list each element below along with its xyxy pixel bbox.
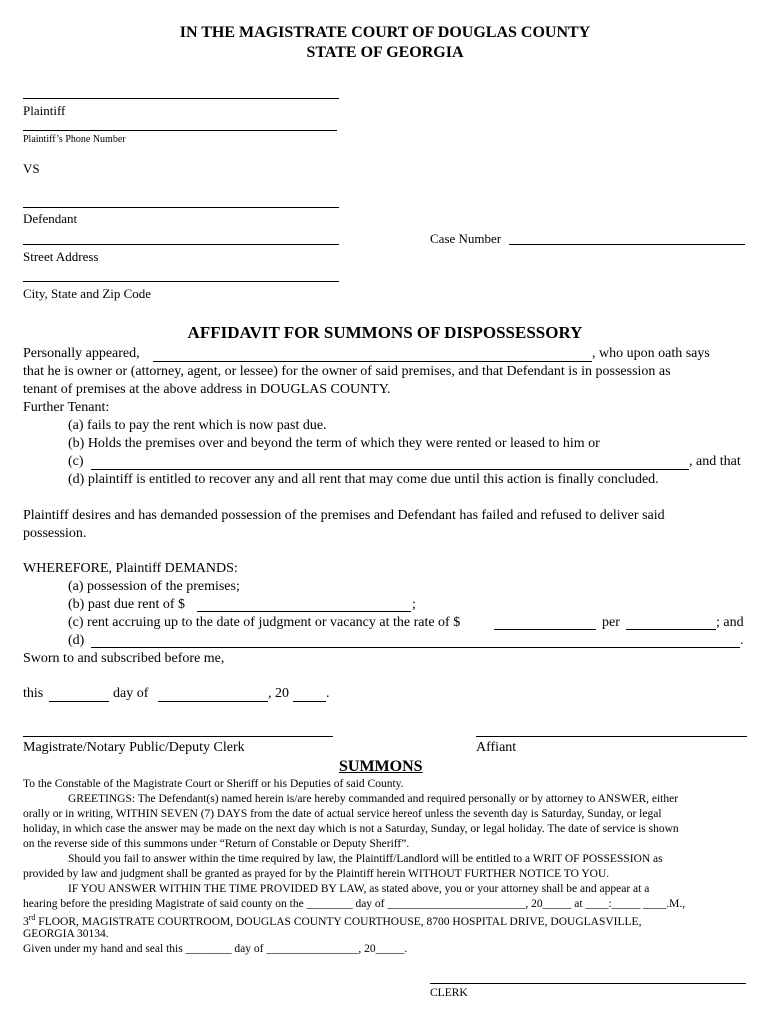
demand-text-1: Plaintiff desires and has demanded possession of the premises and Defendant has failed and refused to deliver said [23, 508, 665, 523]
floor-suffix: rd [28, 913, 36, 922]
clerk-label: CLERK [430, 987, 468, 999]
demand-d-label: (d) [68, 633, 85, 648]
case-number-line[interactable] [509, 244, 745, 245]
oath-says: , who upon oath says [592, 346, 710, 361]
plaintiff-label: Plaintiff [23, 103, 66, 118]
owner-text: that he is owner or (attorney, agent, or lessee) for the owner of said premises, and that Defendant is in possession as [23, 364, 671, 379]
summons-line-4: holiday, in which case the answer may be made on the next day which is not a Saturday, Sunday, or legal holiday. The date of service is shown [23, 823, 679, 835]
demand-c: (c) rent accruing up to the date of judgment or vacancy at the rate of $ [68, 615, 461, 630]
case-number-label: Case Number [430, 231, 502, 246]
affidavit-title: AFFIDAVIT FOR SUMMONS OF DISPOSSESSORY [187, 323, 583, 342]
item-a: (a) fails to pay the rent which is now past due. [68, 418, 327, 433]
courthouse-address: FLOOR, MAGISTRATE COURTROOM, DOUGLAS COUNTY COURTHOUSE, 8700 HOSPITAL DRIVE, DOUGLASVILLE, [35, 915, 642, 928]
summons-line-10 [23, 913, 641, 928]
summons-line-8: IF YOU ANSWER WITHIN THE TIME PROVIDED BY LAW, as stated above, you or your attorney shall be and appear at a [68, 883, 650, 895]
summons-line-9: hearing before the presiding Magistrate of said county on the ________ day of ________________________, 20_____ at ____:_____ ____.M., [23, 898, 686, 910]
summons-line-2: GREETINGS: The Defendant(s) named herein is/are hereby commanded and required personally or by attorney to ANSWER, either [68, 793, 679, 805]
summons-line-11: GEORGIA 30134. [23, 928, 109, 940]
summons-line-6: Should you fail to answer within the time required by law, the Plaintiff/Landlord will be entitled to a WRIT OF POSSESSION as [68, 853, 663, 865]
summons-line-5: on the reverse side of this summons under “Return of Constable or Deputy Sheriff”. [23, 838, 410, 850]
demand-b: (b) past due rent of $ [68, 597, 186, 612]
sworn-day-line[interactable] [49, 701, 109, 702]
summons-line-1: To the Constable of the Magistrate Court or Sheriff or his Deputies of said County. [23, 778, 404, 790]
city-label: City, State and Zip Code [23, 286, 152, 301]
summons-line-3: orally or in writing, WITHIN SEVEN (7) DAYS from the date of actual service hereof unless the seventh day is Saturday, Sunday, or legal [23, 808, 662, 820]
demand-d-line[interactable] [91, 647, 740, 648]
clerk-signature-line[interactable] [430, 983, 746, 984]
street-line[interactable] [23, 244, 339, 245]
court-title: IN THE MAGISTRATE COURT OF DOUGLAS COUNTY [179, 24, 591, 41]
city-line[interactable] [23, 281, 339, 282]
magistrate-label: Magistrate/Notary Public/Deputy Clerk [23, 740, 245, 755]
demand-a: (a) possession of the premises; [68, 579, 240, 594]
wherefore-heading: WHEREFORE, Plaintiff DEMANDS: [23, 561, 238, 576]
plaintiff-line[interactable] [23, 98, 339, 99]
year-prefix: , 20 [268, 686, 289, 701]
item-d: (d) plaintiff is entitled to recover any and all rent that may come due until this action is finally concluded. [68, 472, 659, 487]
summons-title: SUMMONS [339, 758, 423, 775]
rent-period-line[interactable] [626, 629, 716, 630]
item-c-label: (c) [68, 454, 84, 469]
day-of-label: day of [113, 686, 149, 701]
demand-b-end: ; [412, 597, 416, 612]
this-label: this [23, 686, 44, 701]
demand-c-per: per [602, 615, 620, 630]
item-c-end: , and that [689, 454, 741, 469]
defendant-label: Defendant [23, 211, 78, 226]
demand-d-end: . [740, 633, 744, 648]
personally-appeared: Personally appeared, [23, 346, 140, 361]
affiant-signature-line[interactable] [476, 736, 747, 737]
demand-c-end: ; and [716, 615, 744, 630]
item-b: (b) Holds the premises over and beyond the term of which they were rented or leased to him or [68, 436, 600, 451]
affiant-label: Affiant [476, 740, 517, 755]
floor-number: 3 [23, 915, 29, 928]
appeared-name-line[interactable] [153, 361, 592, 362]
item-c-line[interactable] [91, 469, 689, 470]
demand-text-2: possession. [23, 526, 87, 541]
summons-line-12: Given under my hand and seal this ________ day of ________________, 20_____. [23, 943, 408, 955]
vs-label: VS [23, 161, 40, 176]
defendant-line[interactable] [23, 207, 339, 208]
past-due-rent-line[interactable] [197, 611, 411, 612]
sworn-month-line[interactable] [158, 701, 268, 702]
sworn-period: . [326, 686, 330, 701]
state-title: STATE OF GEORGIA [306, 44, 464, 61]
summons-line-7: provided by law and judgment shall be granted as prayed for by the Plaintiff herein WITHOUT FURTHER NOTICE TO YOU. [23, 868, 610, 880]
sworn-text: Sworn to and subscribed before me, [23, 651, 225, 666]
tenant-text: tenant of premises at the above address in DOUGLAS COUNTY. [23, 382, 391, 397]
plaintiff-phone-line[interactable] [23, 130, 337, 131]
street-label: Street Address [23, 249, 99, 264]
further-tenant: Further Tenant: [23, 400, 110, 415]
magistrate-signature-line[interactable] [23, 736, 333, 737]
rent-rate-line[interactable] [494, 629, 596, 630]
plaintiff-phone-label: Plaintiff’s Phone Number [23, 134, 126, 145]
sworn-year-line[interactable] [293, 701, 326, 702]
